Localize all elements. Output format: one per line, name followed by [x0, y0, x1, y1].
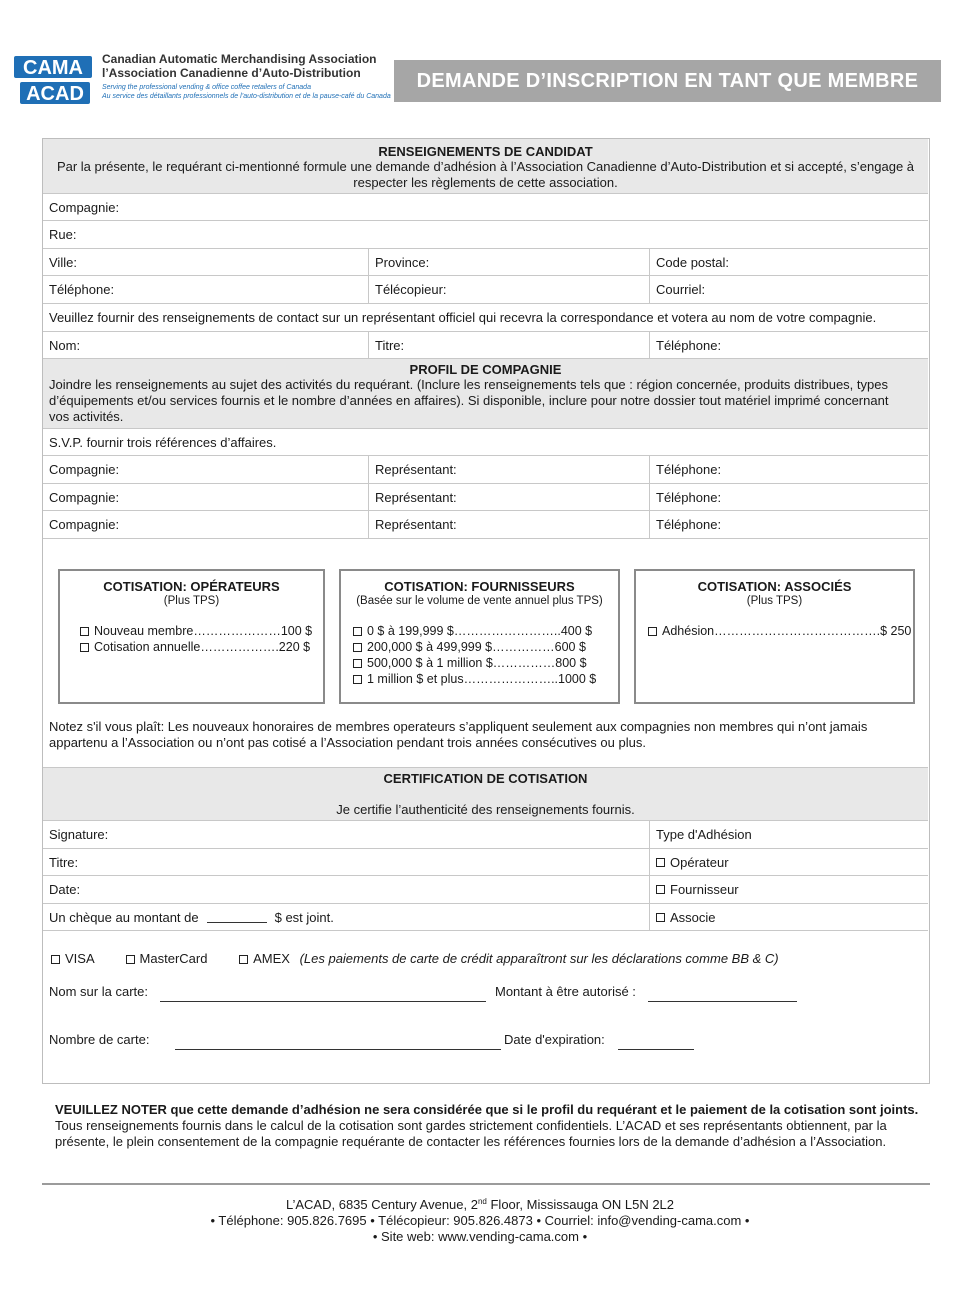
- ref1-rep-field[interactable]: [368, 456, 649, 483]
- cert-title-label: Titre:: [49, 854, 79, 870]
- contact-note-row: [43, 304, 928, 332]
- associates-fee-title: COTISATION: ASSOCIÉS: [697, 579, 852, 594]
- fax-field[interactable]: [368, 276, 649, 303]
- associates-fee-box: [634, 569, 915, 704]
- cheque-field: [43, 904, 649, 930]
- page-title: DEMANDE D’INSCRIPTION EN TANT QUE MEMBRE: [394, 60, 941, 102]
- checkbox-icon[interactable]: [239, 955, 248, 964]
- suppliers-option-2[interactable]: 200,000 $ à 499,999 $……………600 $: [353, 639, 618, 655]
- checkbox-icon[interactable]: [353, 659, 362, 668]
- type-supplier-option[interactable]: Fournisseur: [649, 876, 928, 903]
- submission-note: [55, 1102, 925, 1150]
- header: [14, 50, 946, 110]
- signature-label: Signature:: [49, 827, 109, 842]
- footer-contacts: • Téléphone: 905.826.7695 • Télécopieur: 905.826.4873 • Courriel: info@vending-cama.com •: [210, 1213, 750, 1228]
- associates-fee-sub: (Plus TPS): [746, 595, 803, 607]
- tagline-fr: Au service des détaillants professionnels de l’auto-distribution et de la pause-café du Canada: [102, 92, 391, 100]
- profile-heading: PROFIL DE COMPAGNIE: [409, 362, 562, 377]
- organization-name: [102, 52, 402, 101]
- associates-option[interactable]: Adhésion………………………………….$ 250: [648, 623, 913, 639]
- cama-logo: [14, 54, 92, 106]
- operators-fee-box: [58, 569, 325, 704]
- profile-intro: Joindre les renseignements au sujet des activités du requérant. (Inclure les renseignements tels que : région concernée, produits distribues, types d’équipements et/ou services fournis et le nombre d’années en affaires). Si disponible, inclure pour notre dossier tout matériel imprimé concernant vos activités.: [49, 377, 889, 424]
- signature-row: [43, 821, 928, 849]
- ref-phone-label: Téléphone:: [656, 517, 722, 532]
- cheque-label: Un chèque au montant de: [49, 909, 199, 925]
- email-label: Courriel:: [656, 282, 706, 297]
- card-type-row: [51, 951, 936, 966]
- checkbox-icon[interactable]: [656, 885, 665, 894]
- title-label: Titre:: [375, 337, 405, 353]
- references-note: S.V.P. fournir trois références d’affaires.: [49, 434, 277, 450]
- checkbox-icon[interactable]: [648, 627, 657, 636]
- checkbox-icon[interactable]: [353, 643, 362, 652]
- cheque-suffix: $ est joint.: [274, 909, 334, 925]
- footer-address: L’ACAD, 6835 Century Avenue, 2nd Floor, Mississauga ON L5N 2L2: [285, 1197, 675, 1212]
- ref-phone-label: Téléphone:: [656, 489, 722, 505]
- expiry-input[interactable]: [618, 1034, 694, 1050]
- checkbox-icon[interactable]: [80, 643, 89, 652]
- contact-note: Veuillez fournir des renseignements de contact sur un représentant officiel qui recevra la correspondance et votera au nom de votre compagnie.: [49, 310, 877, 325]
- contact-phone-field[interactable]: [649, 332, 928, 358]
- fees-note: Notez s'il vous plaît: Les nouveaux honoraires de membres operateurs s’appliquent seulement aux compagnies non membres qui n’ont jamais appartenu a l’Association ou n’ont pas cotisé a l’Association pendant trois années consécutives ou plus.: [49, 719, 868, 750]
- footer-divider: [42, 1183, 930, 1185]
- ref-company-label: Compagnie:: [49, 462, 120, 477]
- mastercard-option[interactable]: MasterCard: [126, 951, 208, 966]
- title-field[interactable]: [368, 332, 649, 358]
- footer: [0, 1197, 960, 1245]
- email-field[interactable]: [649, 276, 928, 303]
- membership-type-label: Type d'Adhésion: [649, 821, 928, 848]
- ref-phone-label: Téléphone:: [656, 462, 722, 477]
- contact-phone-label: Téléphone:: [656, 337, 722, 353]
- address-row: [43, 249, 928, 276]
- logo-text-top: CAMA: [23, 57, 83, 79]
- certification-section-header: [43, 767, 928, 821]
- province-label: Province:: [375, 254, 430, 270]
- operators-option-new[interactable]: Nouveau membre…………………100 $: [80, 623, 323, 639]
- certification-statement: Je certifie l’authenticité des renseignements fournis.: [336, 802, 635, 817]
- company-label: Compagnie:: [49, 199, 120, 215]
- org-name-fr: l’Association Canadienne d’Auto-Distribution: [102, 66, 361, 80]
- postal-code-field[interactable]: [649, 249, 928, 275]
- street-label: Rue:: [49, 227, 77, 242]
- city-label: Ville:: [49, 254, 77, 270]
- street-field[interactable]: [43, 221, 928, 249]
- suppliers-option-3[interactable]: 500,000 $ à 1 million $……………800 $: [353, 655, 618, 671]
- expiry-label: Date d'expiration:: [504, 1032, 605, 1047]
- ref2-phone-field[interactable]: [649, 484, 928, 510]
- operators-fee-sub: (Plus TPS): [163, 595, 220, 607]
- application-form: [42, 138, 930, 1084]
- operators-option-annual[interactable]: Cotisation annuelle……………….220 $: [80, 639, 323, 655]
- phone-label: Téléphone:: [49, 282, 115, 297]
- type-operator-option[interactable]: Opérateur: [649, 849, 928, 875]
- checkbox-icon[interactable]: [51, 955, 60, 964]
- suppliers-fee-box: [339, 569, 620, 704]
- phone-field[interactable]: [43, 276, 368, 303]
- references-note-row: [43, 429, 928, 456]
- visa-option[interactable]: VISA: [51, 951, 94, 966]
- suppliers-fee-sub: (Basée sur le volume de vente annuel plus TPS): [356, 595, 603, 607]
- company-field[interactable]: [43, 194, 928, 221]
- candidate-intro: Par la présente, le requérant ci-mentionné formule une demande d’adhésion à l’Association Canadienne d’Auto-Distribution et si accepté, s’engage à respecter les règlements de cette association.: [56, 159, 915, 190]
- amex-option[interactable]: AMEX: [239, 951, 290, 966]
- city-field[interactable]: [43, 249, 368, 275]
- checkbox-icon[interactable]: [656, 913, 665, 922]
- card-statement-note: (Les paiements de carte de crédit apparaîtront sur les déclarations comme BB & C): [299, 951, 779, 966]
- reference-row-1: [43, 456, 928, 484]
- postal-code-label: Code postal:: [656, 254, 729, 270]
- footer-website: • Site web: www.vending-cama.com •: [372, 1229, 588, 1244]
- checkbox-icon[interactable]: [126, 955, 135, 964]
- contact-row: [43, 276, 928, 304]
- ref3-phone-field[interactable]: [649, 511, 928, 538]
- candidate-section-header: [43, 139, 928, 194]
- name-field[interactable]: [43, 332, 368, 358]
- date-field[interactable]: [43, 876, 649, 903]
- logo-text-bottom: ACAD: [26, 83, 84, 105]
- ref1-company-field[interactable]: [43, 456, 368, 483]
- name-label: Nom:: [49, 337, 81, 353]
- amount-input[interactable]: [648, 986, 797, 1002]
- cheque-amount-input[interactable]: [207, 911, 267, 923]
- ref-rep-label: Représentant:: [375, 462, 457, 477]
- ref2-rep-field[interactable]: [368, 484, 649, 510]
- ref-company-label: Compagnie:: [49, 489, 120, 505]
- cert-title-field[interactable]: [43, 849, 649, 875]
- card-number-input[interactable]: [175, 1034, 501, 1050]
- signature-field[interactable]: [43, 821, 649, 848]
- province-field[interactable]: [368, 249, 649, 275]
- ref-rep-label: Représentant:: [375, 489, 457, 505]
- suppliers-option-1[interactable]: 0 $ à 199,999 $……………………..400 $: [353, 623, 618, 639]
- card-name-input[interactable]: [160, 986, 486, 1002]
- ref3-company-field[interactable]: [43, 511, 368, 538]
- cheque-row: [43, 904, 928, 931]
- candidate-heading: RENSEIGNEMENTS DE CANDIDAT: [378, 144, 593, 159]
- certification-heading: CERTIFICATION DE COTISATION: [383, 771, 588, 786]
- suppliers-fee-title: COTISATION: FOURNISSEURS: [384, 579, 575, 594]
- reference-row-3: [43, 511, 928, 539]
- suppliers-option-4[interactable]: 1 million $ et plus…………………..1000 $: [353, 671, 618, 687]
- cert-title-row: [43, 849, 928, 876]
- operators-fee-title: COTISATION: OPÉRATEURS: [103, 579, 280, 594]
- checkbox-icon[interactable]: [656, 858, 665, 867]
- date-row: [43, 876, 928, 904]
- amount-label: Montant à être autorisé :: [495, 984, 636, 999]
- ref-rep-label: Représentant:: [375, 517, 457, 532]
- ref1-phone-field[interactable]: [649, 456, 928, 483]
- submission-note-bold: VEUILLEZ NOTER que cette demande d’adhésion ne sera considérée que si le profil du requérant et le paiement de la cotisation sont joints.: [55, 1102, 919, 1117]
- profile-section-header: [43, 359, 928, 429]
- submission-note-rest: Tous renseignements fournis dans le calcul de la cotisation sont gardes strictement confidentiels. L’ACAD et ses représentants obtiennent, par la présente, le plein consentement de la compagnie requérante de contacter les références fournies lors de la demande d’adhésion a l’Association.: [55, 1118, 887, 1149]
- ref3-rep-field[interactable]: [368, 511, 649, 538]
- type-associate-option[interactable]: Associe: [649, 904, 928, 930]
- card-number-label: Nombre de carte:: [49, 1032, 150, 1047]
- fax-label: Télécopieur:: [375, 282, 447, 297]
- reference-row-2: [43, 484, 928, 511]
- card-name-label: Nom sur la carte:: [49, 984, 148, 999]
- ref-company-label: Compagnie:: [49, 517, 120, 532]
- representative-row: [43, 332, 928, 359]
- checkbox-icon[interactable]: [353, 627, 362, 636]
- checkbox-icon[interactable]: [80, 627, 89, 636]
- date-label: Date:: [49, 882, 81, 897]
- org-name-en: Canadian Automatic Merchandising Association: [102, 52, 377, 66]
- ref2-company-field[interactable]: [43, 484, 368, 510]
- checkbox-icon[interactable]: [353, 675, 362, 684]
- tagline-en: Serving the professional vending & office coffee retailers of Canada: [102, 84, 311, 91]
